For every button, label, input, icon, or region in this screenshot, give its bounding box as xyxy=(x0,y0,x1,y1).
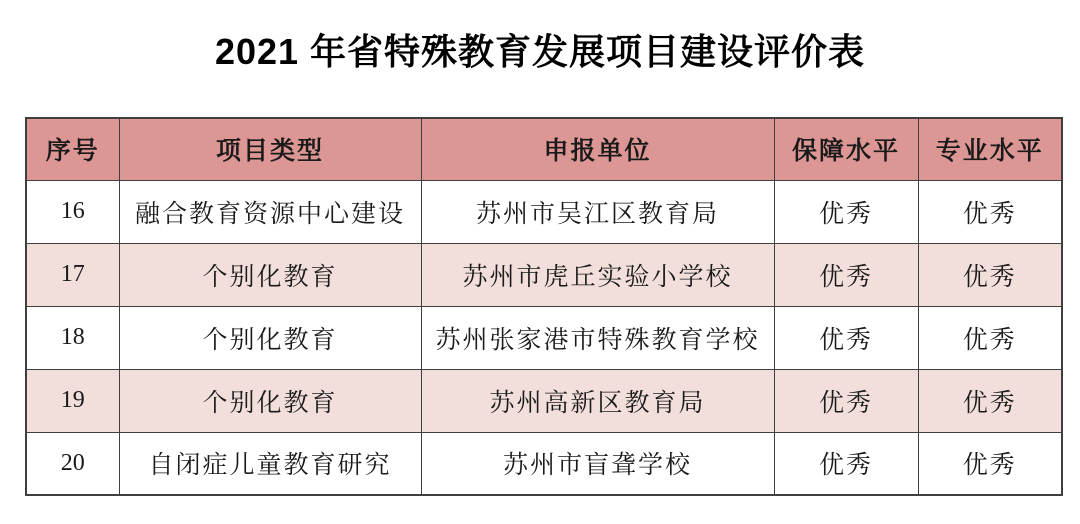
table-header-row xyxy=(26,118,1062,180)
cell-guarantee-level: 优秀 xyxy=(774,180,918,243)
cell-professional-level: 优秀 xyxy=(918,432,1062,495)
cell-professional-level: 优秀 xyxy=(918,306,1062,369)
table-row xyxy=(26,306,1062,369)
cell-serial-number: 19 xyxy=(26,369,119,432)
header-professional-level: 专业水平 xyxy=(918,118,1062,180)
header-guarantee-level: 保障水平 xyxy=(774,118,918,180)
cell-project-type: 融合教育资源中心建设 xyxy=(119,180,421,243)
cell-professional-level: 优秀 xyxy=(918,180,1062,243)
cell-guarantee-level: 优秀 xyxy=(774,243,918,306)
cell-applicant-unit: 苏州市虎丘实验小学校 xyxy=(421,243,774,306)
cell-project-type: 个别化教育 xyxy=(119,369,421,432)
cell-professional-level: 优秀 xyxy=(918,369,1062,432)
evaluation-table xyxy=(25,117,1063,496)
cell-project-type: 自闭症儿童教育研究 xyxy=(119,432,421,495)
table-row xyxy=(26,243,1062,306)
header-project-type: 项目类型 xyxy=(119,118,421,180)
cell-project-type: 个别化教育 xyxy=(119,243,421,306)
cell-serial-number: 18 xyxy=(26,306,119,369)
table-row xyxy=(26,180,1062,243)
cell-guarantee-level: 优秀 xyxy=(774,306,918,369)
cell-guarantee-level: 优秀 xyxy=(774,432,918,495)
header-applicant-unit: 申报单位 xyxy=(421,118,774,180)
header-serial-number: 序号 xyxy=(26,118,119,180)
cell-serial-number: 16 xyxy=(26,180,119,243)
cell-guarantee-level: 优秀 xyxy=(774,369,918,432)
cell-professional-level: 优秀 xyxy=(918,243,1062,306)
cell-serial-number: 17 xyxy=(26,243,119,306)
table-row xyxy=(26,432,1062,495)
cell-applicant-unit: 苏州市吴江区教育局 xyxy=(421,180,774,243)
evaluation-table-container xyxy=(25,117,1061,496)
cell-project-type: 个别化教育 xyxy=(119,306,421,369)
page-title: 2021 年省特殊教育发展项目建设评价表 xyxy=(214,31,866,72)
cell-serial-number: 20 xyxy=(26,432,119,495)
table-row xyxy=(26,369,1062,432)
cell-applicant-unit: 苏州市盲聋学校 xyxy=(421,432,774,495)
cell-applicant-unit: 苏州张家港市特殊教育学校 xyxy=(421,306,774,369)
cell-applicant-unit: 苏州高新区教育局 xyxy=(421,369,774,432)
